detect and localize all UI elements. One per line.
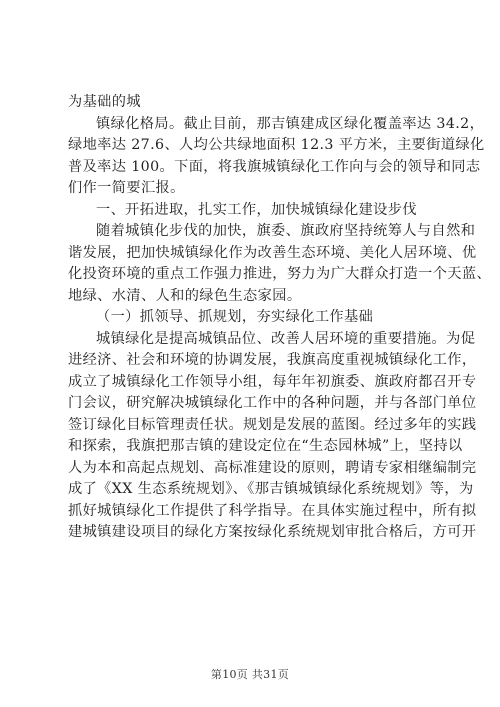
text-line-12: 城镇绿化是提高城镇品位、改善人居环境的重要措施。为促: [96, 330, 476, 347]
text-line-9: 化投资环境的重点工作强力推进，努力为广大群众打造一个天蓝、: [68, 266, 492, 282]
text-line-10: 地绿、水清、人和的绿色生态家园。: [68, 287, 302, 304]
subsection-heading-1: （一）抓领导、抓规划，夯实绿化工作基础: [96, 309, 374, 325]
text-line-13: 进经济、社会和环境的协调发展，我旗高度重视城镇绿化工作，: [68, 352, 477, 368]
page-number-footer: 第10页 共31页: [210, 668, 290, 681]
text-line-14: 成立了城镇绿化工作领导小组，每年年初旗委、旗政府都召开专: [68, 373, 477, 390]
text-line-20: 抓好城镇绿化工作提供了科学指导。在具体实施过程中，所有拟: [68, 502, 477, 519]
text-line-3: 绿地率达 27.6、人均公共绿地面积 12.3 平方米，主要街道绿化: [68, 137, 485, 153]
text-line-1: 为基础的城: [68, 94, 141, 110]
text-line-7: 随着城镇化步伐的加快，旗委、旗政府坚持统筹人与自然和: [96, 223, 476, 239]
document-body: [68, 92, 492, 544]
text-line-2: 镇绿化格局。截止目前，那吉镇建成区绿化覆盖率达 34.2，: [96, 115, 485, 132]
text-line-8: 谐发展，把加快城镇绿化作为改善生态环境、美化人居环境、优: [68, 244, 477, 261]
text-line-21: 建城镇建设项目的绿化方案按绿化系统规划审批合格后，方可开: [68, 524, 477, 540]
text-line-15: 门会议，研究解决城镇绿化工作中的各种问题，并与各部门单位: [68, 395, 477, 411]
text-line-17: 和探索，我旗把那吉镇的建设定位在“生态园林城”上，坚持以: [68, 438, 463, 454]
text-line-18: 人为本和高起点规划、高标准建设的原则，聘请专家相继编制完: [68, 459, 477, 476]
text-line-4: 普及率达 100。下面，将我旗城镇绿化工作向与会的领导和同志: [68, 158, 481, 175]
section-heading-1: 一、开拓进取，扎实工作，加快城镇绿化建设步伐: [96, 201, 417, 218]
text-line-16: 签订绿化目标管理责任状。规划是发展的蓝图。经过多年的实践: [68, 416, 477, 433]
text-line-5: 们作一简要汇报。: [68, 180, 185, 196]
text-line-19: 成了《XX 生态系统规划》、《那吉镇城镇绿化系统规划》等，为: [68, 481, 474, 497]
